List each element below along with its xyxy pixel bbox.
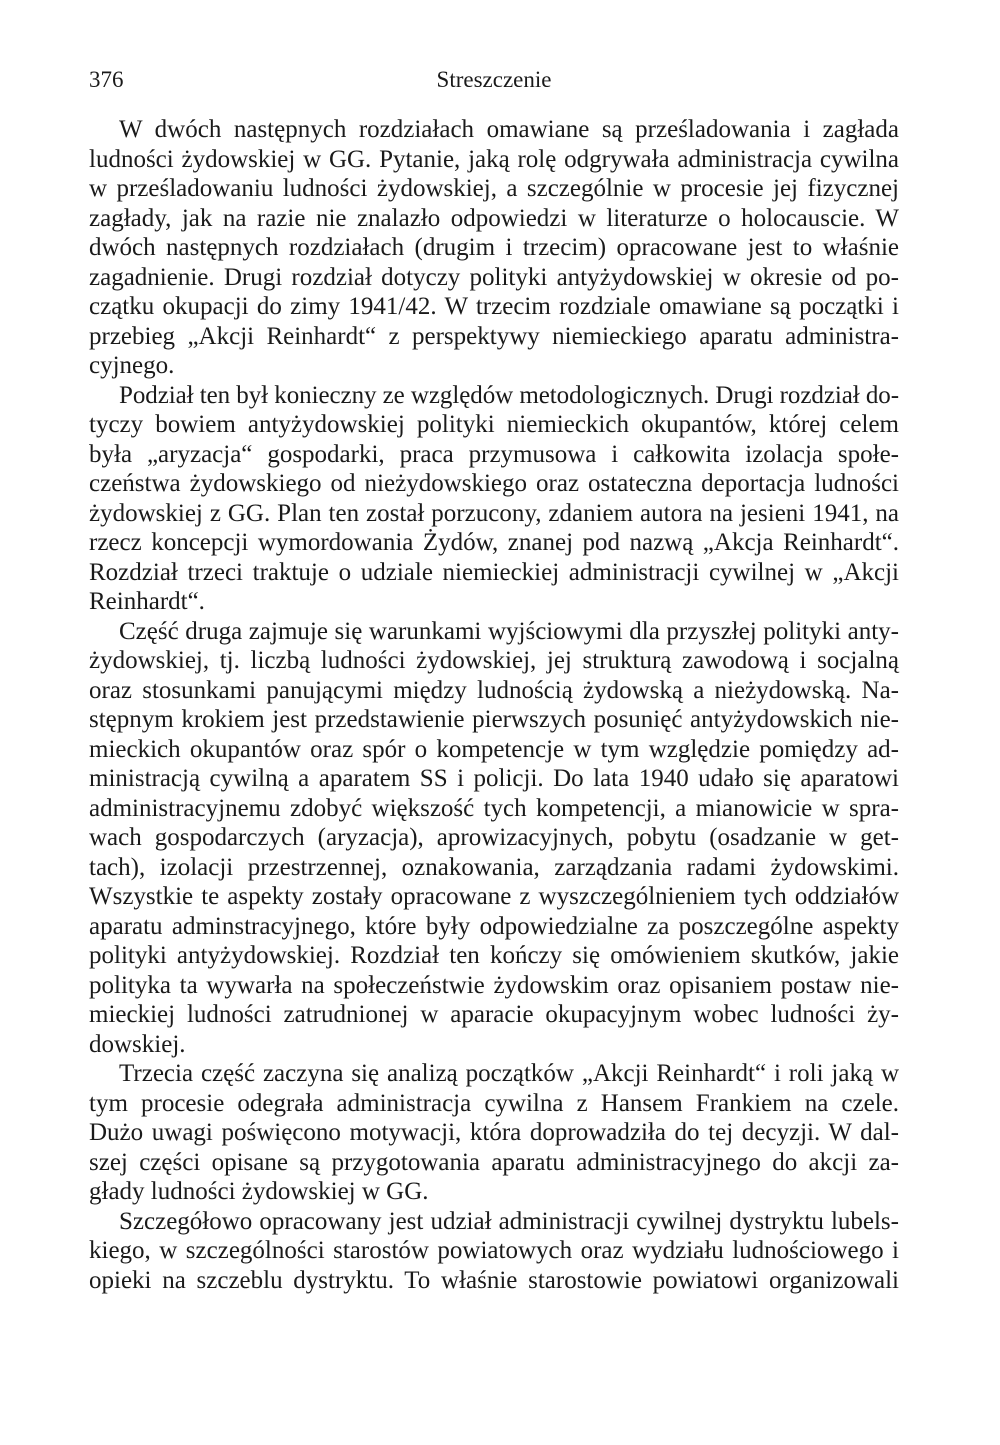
text-line: opieki na szczeblu dystryktu. To właśnie starostowie powiatowi organizowali <box>89 1266 899 1294</box>
text-line: W dwóch następnych rozdziałach omawiane są prześladowania i zagłada <box>119 116 899 143</box>
text-line: kiego, w szczególności starostów powiatowych oraz wydziału ludnościowego i <box>89 1237 899 1264</box>
text-line: mieckiej ludności zatrudnionej w aparacie okupacyjnym wobec ludności ży- <box>89 1001 899 1028</box>
text-line: tyczy bowiem antyżydowskiej polityki niemieckich okupantów, której celem <box>89 411 899 438</box>
text-line: Wszystkie te aspekty zostały opracowane z wyszczególnieniem tych oddziałów <box>89 883 899 910</box>
text-line: Szczegółowo opracowany jest udział administracji cywilnej dystryktu lubels- <box>119 1207 899 1235</box>
text-line: Trzecia część zaczyna się analizą początków „Akcji Reinhardt“ i roli jaką w <box>119 1060 899 1087</box>
text-line: Dużo uwagi poświęcono motywacji, która doprowadziła do tej decyzji. W dal- <box>89 1119 899 1146</box>
text-line: żydowskiej, tj. liczbą ludności żydowskiej, jej strukturą zawodową i socjalną <box>89 647 899 674</box>
text-line: była „aryzacja“ gospodarki, praca przymusowa i całkowita izolacja społe- <box>89 440 899 468</box>
text-line: oraz stosunkami panującymi między ludnością żydowską a nieżydowską. Na- <box>89 676 899 704</box>
text-line: administracyjnemu zdobyć większość tych kompetencji, a mianowicie w spra- <box>89 794 899 822</box>
text-line: Podział ten był konieczny ze względów metodologicznych. Drugi rozdział do- <box>119 381 899 409</box>
text-line: żydowskiej z GG. Plan ten został porzucony, zdaniem autora na jesieni 1941, na <box>89 499 899 527</box>
text-line: czeństwa żydowskiego od nieżydowskiego oraz ostateczna deportacja ludności <box>89 470 899 497</box>
text-line: Rozdział trzeci traktuje o udziale niemieckiej administracji cywilnej w „Akcji <box>89 558 899 586</box>
text-line: czątku okupacji do zimy 1941/42. W trzecim rozdziale omawiane są początki i <box>89 293 899 320</box>
text-line: w prześladowaniu ludności żydowskiej, a szczególnie w procesie jej fizycznej <box>89 175 899 202</box>
text-line: polityka ta wywarła na społeczeństwie żydowskim oraz opisaniem postaw nie- <box>89 971 899 999</box>
text-line: stępnym krokiem jest przedstawienie pierwszych posunięć antyżydowskich nie- <box>89 706 899 733</box>
text-line: aparatu adminstracyjnego, które były odpowiedzialne za poszczególne aspekty <box>89 912 899 940</box>
text-line: zagadnienie. Drugi rozdział dotyczy polityki antyżydowskiej w okresie od po- <box>89 263 899 291</box>
running-title: Streszczenie <box>436 67 552 92</box>
text-line: głady ludności żydowskiej w GG. <box>89 1178 429 1205</box>
text-line: wach gospodarczych (aryzacja), aprowizacyjnych, pobytu (osadzanie w get- <box>89 824 899 851</box>
body-text <box>89 115 899 1295</box>
text-line: ministracją cywilną a aparatem SS i policji. Do lata 1940 udało się aparatowi <box>89 765 899 792</box>
page-number: 376 <box>89 67 124 92</box>
text-line: Część druga zajmuje się warunkami wyjściowymi dla przyszłej polityki anty- <box>119 617 899 645</box>
page-header <box>89 64 899 98</box>
text-line: rzecz koncepcji wymordowania Żydów, znanej pod nazwą „Akcja Reinhardt“. <box>89 529 899 556</box>
text-line: mieckich okupantów oraz spór o kompetencje w tym względzie pomiędzy ad- <box>89 735 899 763</box>
text-line: zagłady, jak na razie nie znalazło odpowiedzi w literaturze o holocauscie. W <box>89 204 899 232</box>
text-line: tach), izolacji przestrzennej, oznakowania, zarządzania radami żydowskimi. <box>89 853 899 881</box>
text-line: ludności żydowskiej w GG. Pytanie, jaką rolę odgrywała administracja cywilna <box>89 145 899 173</box>
text-line: cyjnego. <box>89 352 175 379</box>
text-line: dowskiej. <box>89 1030 186 1058</box>
text-line: szej części opisane są przygotowania aparatu administracyjnego do akcji za- <box>89 1148 899 1176</box>
text-line: dwóch następnych rozdziałach (drugim i trzecim) opracowane jest to właśnie <box>89 234 899 261</box>
text-line: przebieg „Akcji Reinhardt“ z perspektywy niemieckiego aparatu administra- <box>89 322 899 350</box>
text-line: tym procesie odegrała administracja cywilna z Hansem Frankiem na czele. <box>89 1089 899 1117</box>
text-line: Reinhardt“. <box>89 588 205 615</box>
text-line: polityki antyżydowskiej. Rozdział ten kończy się omówieniem skutków, jakie <box>89 942 899 969</box>
